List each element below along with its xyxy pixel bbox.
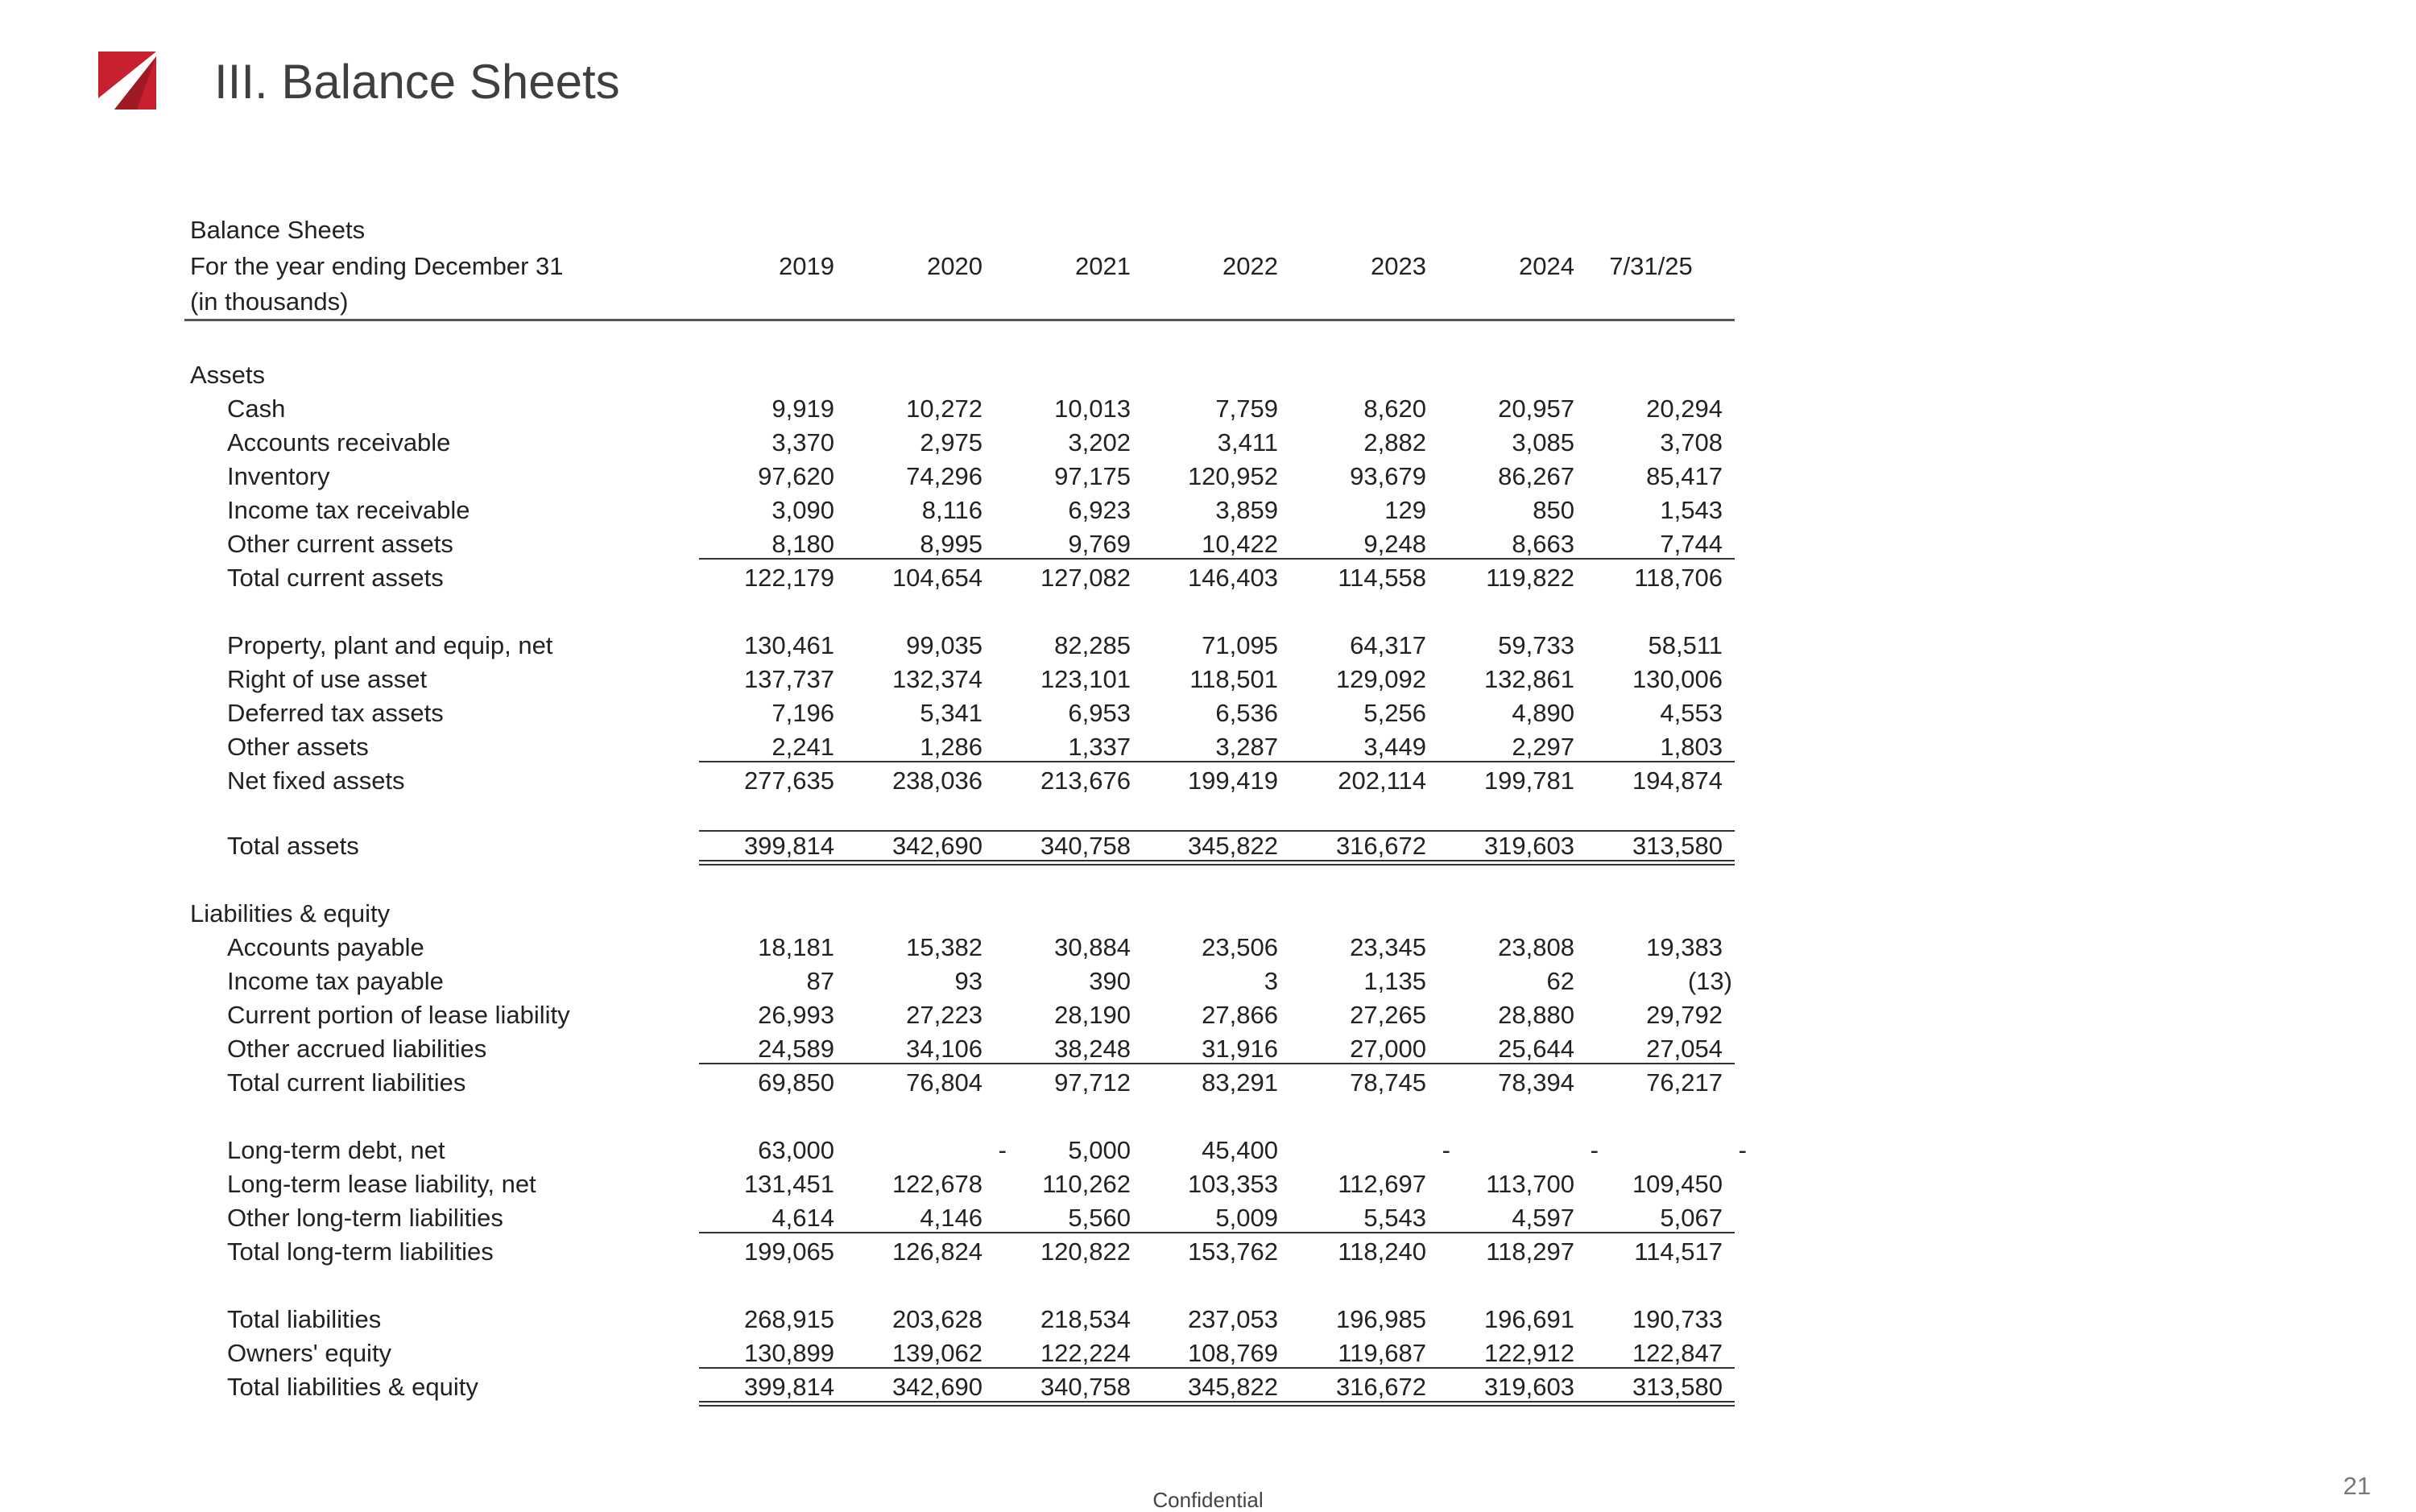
cell: 58,511	[1648, 631, 1723, 659]
subtotal-row	[0, 1235, 2416, 1269]
cell: 97,620	[758, 462, 834, 490]
cell: 103,353	[1187, 1170, 1278, 1198]
year-header-row	[0, 250, 2416, 283]
cell: 93,679	[1350, 462, 1426, 490]
row-label: Other current assets	[227, 530, 453, 558]
cell: 5,000	[1068, 1136, 1131, 1164]
cell: 8,620	[1363, 395, 1426, 423]
cell: 5,256	[1363, 699, 1426, 727]
row-spacer	[0, 798, 2416, 829]
cell: 10,272	[906, 395, 983, 423]
cell: 25,644	[1498, 1035, 1574, 1063]
cell: 4,553	[1660, 699, 1723, 727]
row-label: Property, plant and equip, net	[227, 631, 553, 659]
cell: 87	[806, 967, 834, 995]
table-row	[0, 965, 2416, 998]
cell: 390	[1089, 967, 1131, 995]
cell: 196,691	[1483, 1305, 1574, 1333]
table-row	[0, 426, 2416, 460]
row-label: Accounts payable	[227, 933, 424, 961]
cell: 4,614	[772, 1204, 834, 1232]
row-label: Other assets	[227, 733, 369, 761]
cell: 82,285	[1054, 631, 1131, 659]
cell: 71,095	[1202, 631, 1278, 659]
cell: 118,706	[1634, 564, 1723, 592]
cell: 132,374	[892, 665, 983, 693]
row-label: Total current assets	[227, 564, 444, 592]
cell: 345,822	[1187, 832, 1278, 860]
cell: 4,890	[1512, 699, 1574, 727]
subtotal-row	[0, 561, 2416, 595]
table-row	[0, 527, 2416, 561]
cell: 23,345	[1350, 933, 1426, 961]
cell: 5,067	[1660, 1204, 1723, 1232]
row-label: Assets	[190, 361, 266, 389]
cell: 1,543	[1660, 496, 1723, 524]
subtotal-rule	[699, 1232, 1735, 1233]
total-row	[0, 829, 2416, 863]
cell: 194,874	[1632, 766, 1723, 795]
cell: 4,146	[920, 1204, 983, 1232]
cell: 24,589	[758, 1035, 834, 1063]
cell: 28,880	[1498, 1001, 1574, 1029]
cell: 3	[1264, 967, 1278, 995]
row-label: Total liabilities & equity	[227, 1373, 478, 1401]
cell: 132,861	[1483, 665, 1574, 693]
cell: 108,769	[1187, 1339, 1278, 1367]
cell: 34,106	[906, 1035, 983, 1063]
cell: 127,082	[1040, 564, 1131, 592]
row-label: Right of use asset	[227, 665, 428, 693]
cell: 190,733	[1632, 1305, 1723, 1333]
cell: 123,101	[1040, 665, 1131, 693]
year-header: 2021	[1075, 252, 1131, 280]
cell: 3,202	[1068, 428, 1131, 456]
table-row	[0, 1336, 2416, 1370]
table-row	[0, 1201, 2416, 1235]
cell: 15,382	[906, 933, 983, 961]
cell: 8,663	[1512, 530, 1574, 558]
cell: 20,294	[1646, 395, 1723, 423]
row-label: Long-term lease liability, net	[227, 1170, 536, 1198]
cell: 5,543	[1363, 1204, 1426, 1232]
cell: 213,676	[1040, 766, 1131, 795]
cell: 1,803	[1660, 733, 1723, 761]
row-spacer	[0, 863, 2416, 897]
cell: 316,672	[1335, 832, 1426, 860]
cell: 277,635	[743, 766, 834, 795]
cell: 199,781	[1483, 766, 1574, 795]
cell: (13)	[1687, 967, 1732, 995]
balance-sheet-table	[0, 358, 2416, 1404]
cell: -	[998, 1136, 1007, 1164]
cell: 237,053	[1187, 1305, 1278, 1333]
cell: 319,603	[1483, 1373, 1574, 1401]
cell: 345,822	[1187, 1373, 1278, 1401]
units-label: (in thousands)	[190, 287, 349, 316]
cell: 119,822	[1486, 564, 1574, 592]
cell: 3,859	[1215, 496, 1278, 524]
table-row	[0, 1134, 2416, 1167]
cell: 342,690	[892, 832, 983, 860]
year-header: 2020	[927, 252, 983, 280]
cell: 93	[954, 967, 983, 995]
cell: 3,090	[772, 496, 834, 524]
row-label: Total current liabilities	[227, 1068, 466, 1097]
table-row	[0, 494, 2416, 527]
cell: 196,985	[1335, 1305, 1426, 1333]
cell: 20,957	[1498, 395, 1574, 423]
cell: 19,383	[1646, 933, 1723, 961]
cell: 28,190	[1054, 1001, 1131, 1029]
cell: 5,341	[920, 699, 983, 727]
cell: 23,506	[1202, 933, 1278, 961]
cell: 3,708	[1660, 428, 1723, 456]
cell: 399,814	[743, 1373, 834, 1401]
cell: 130,461	[743, 631, 834, 659]
table-row	[0, 931, 2416, 965]
row-label: Other accrued liabilities	[227, 1035, 487, 1063]
cell: 78,394	[1498, 1068, 1574, 1097]
cell: 313,580	[1632, 832, 1723, 860]
cell: 7,744	[1660, 530, 1723, 558]
header-rule	[184, 319, 1735, 321]
cell: 83,291	[1202, 1068, 1278, 1097]
cell: 119,687	[1338, 1339, 1426, 1367]
row-label: Accounts receivable	[227, 428, 451, 456]
cell: 120,952	[1187, 462, 1278, 490]
table-title: Balance Sheets	[190, 216, 366, 244]
cell: 1,286	[920, 733, 983, 761]
year-header: 7/31/25	[1609, 252, 1693, 280]
cell: 45,400	[1202, 1136, 1278, 1164]
footer-confidential: Confidential	[1152, 1488, 1264, 1512]
cell: 8,180	[772, 530, 834, 558]
cell: 122,179	[743, 564, 834, 592]
cell: 10,422	[1202, 530, 1278, 558]
cell: 76,804	[906, 1068, 983, 1097]
table-row	[0, 1167, 2416, 1201]
cell: 1,337	[1068, 733, 1131, 761]
cell: 146,403	[1187, 564, 1278, 592]
cell: 7,759	[1215, 395, 1278, 423]
year-header: 2019	[779, 252, 834, 280]
cell: 74,296	[906, 462, 983, 490]
row-label: Long-term debt, net	[227, 1136, 445, 1164]
year-header: 2023	[1371, 252, 1426, 280]
cell: 399,814	[743, 832, 834, 860]
cell: 319,603	[1483, 832, 1574, 860]
table-row	[0, 998, 2416, 1032]
cell: 3,411	[1217, 428, 1278, 456]
cell: 139,062	[892, 1339, 983, 1367]
cell: 78,745	[1350, 1068, 1426, 1097]
cell: 120,822	[1040, 1237, 1131, 1266]
table-row	[0, 629, 2416, 663]
table-row	[0, 696, 2416, 730]
cell: 76,217	[1646, 1068, 1723, 1097]
cell: 69,850	[758, 1068, 834, 1097]
cell: 199,419	[1187, 766, 1278, 795]
cell: 30,884	[1054, 933, 1131, 961]
cell: 59,733	[1498, 631, 1574, 659]
cell: 9,248	[1363, 530, 1426, 558]
cell: 112,697	[1338, 1170, 1426, 1198]
cell: 99,035	[906, 631, 983, 659]
cell: 27,265	[1350, 1001, 1426, 1029]
cell: 97,712	[1054, 1068, 1131, 1097]
cell: 110,262	[1042, 1170, 1131, 1198]
table-row	[0, 460, 2416, 494]
cell: 3,287	[1215, 733, 1278, 761]
cell: 8,995	[920, 530, 983, 558]
cell: 2,975	[920, 428, 983, 456]
cell: 10,013	[1054, 395, 1131, 423]
cell: 31,916	[1202, 1035, 1278, 1063]
table-row	[0, 392, 2416, 426]
subtotal-row	[0, 764, 2416, 798]
cell: 2,297	[1512, 733, 1574, 761]
cell: 129	[1384, 496, 1426, 524]
row-label: Income tax receivable	[227, 496, 470, 524]
subtotal-row	[0, 1066, 2416, 1100]
row-label: Liabilities & equity	[190, 899, 391, 927]
row-label: Income tax payable	[227, 967, 444, 995]
cell: 6,923	[1068, 496, 1131, 524]
section-header-assets	[0, 358, 2416, 392]
year-header: 2024	[1519, 252, 1574, 280]
cell: 114,558	[1338, 564, 1426, 592]
cell: 153,762	[1187, 1237, 1278, 1266]
cell: 126,824	[892, 1237, 983, 1266]
cell: 18,181	[758, 933, 834, 961]
cell: 238,036	[892, 766, 983, 795]
cell: 340,758	[1040, 832, 1131, 860]
section-header-liabilities	[0, 897, 2416, 931]
cell: -	[1590, 1136, 1599, 1164]
cell: 63,000	[758, 1136, 834, 1164]
subtotal-rule	[699, 1367, 1735, 1369]
cell: 26,993	[758, 1001, 834, 1029]
cell: 268,915	[743, 1305, 834, 1333]
cell: 118,501	[1189, 665, 1278, 693]
cell: 118,297	[1486, 1237, 1574, 1266]
cell: -	[1738, 1136, 1747, 1164]
cell: 313,580	[1632, 1373, 1723, 1401]
cell: 129,092	[1335, 665, 1426, 693]
cell: 1,135	[1363, 967, 1426, 995]
row-label: Total assets	[227, 832, 359, 860]
row-label: Deferred tax assets	[227, 699, 444, 727]
cell: 122,912	[1483, 1339, 1574, 1367]
row-label: Total liabilities	[227, 1305, 382, 1333]
cell: 6,953	[1068, 699, 1131, 727]
double-rule-top	[699, 860, 1735, 861]
cell: 118,240	[1338, 1237, 1426, 1266]
double-rule-top	[699, 1401, 1735, 1403]
cell: 109,450	[1632, 1170, 1723, 1198]
cell: 38,248	[1054, 1035, 1131, 1063]
cell: 3,449	[1363, 733, 1426, 761]
company-logo	[98, 52, 156, 109]
cell: 86,267	[1498, 462, 1574, 490]
cell: 114,517	[1634, 1237, 1723, 1266]
cell: 29,792	[1646, 1001, 1723, 1029]
cell: 130,899	[743, 1339, 834, 1367]
year-header: 2022	[1222, 252, 1278, 280]
cell: 2,882	[1363, 428, 1426, 456]
cell: 202,114	[1338, 766, 1426, 795]
subtotal-rule	[699, 761, 1735, 762]
cell: -	[1442, 1136, 1450, 1164]
cell: 122,224	[1040, 1339, 1131, 1367]
cell: 4,597	[1512, 1204, 1574, 1232]
cell: 27,866	[1202, 1001, 1278, 1029]
row-label: Current portion of lease liability	[227, 1001, 570, 1029]
period-label: For the year ending December 31	[190, 252, 564, 280]
cell: 7,196	[772, 699, 834, 727]
table-row	[0, 1032, 2416, 1066]
total-row	[0, 1370, 2416, 1404]
cell: 130,006	[1632, 665, 1723, 693]
cell: 122,847	[1632, 1339, 1723, 1367]
row-spacer	[0, 1269, 2416, 1303]
table-row	[0, 663, 2416, 696]
row-label: Total long-term liabilities	[227, 1237, 494, 1266]
subtotal-rule	[699, 558, 1735, 560]
row-spacer	[0, 595, 2416, 629]
cell: 131,451	[743, 1170, 834, 1198]
cell: 199,065	[743, 1237, 834, 1266]
cell: 316,672	[1335, 1373, 1426, 1401]
subtotal-rule	[699, 1063, 1735, 1064]
row-label: Other long-term liabilities	[227, 1204, 503, 1232]
slide-title: III. Balance Sheets	[214, 55, 620, 109]
cell: 5,009	[1215, 1204, 1278, 1232]
row-label: Cash	[227, 395, 286, 423]
cell: 5,560	[1068, 1204, 1131, 1232]
cell: 97,175	[1054, 462, 1131, 490]
cell: 104,654	[892, 564, 983, 592]
page-number: 21	[2343, 1472, 2371, 1500]
cell: 137,737	[743, 665, 834, 693]
cell: 850	[1533, 496, 1574, 524]
cell: 122,678	[892, 1170, 983, 1198]
cell: 62	[1546, 967, 1574, 995]
row-label: Inventory	[227, 462, 330, 490]
cell: 27,223	[906, 1001, 983, 1029]
row-spacer	[0, 1100, 2416, 1134]
cell: 342,690	[892, 1373, 983, 1401]
cell: 9,919	[772, 395, 834, 423]
cell: 113,700	[1486, 1170, 1574, 1198]
double-rule-bottom	[699, 1405, 1735, 1407]
table-row	[0, 730, 2416, 764]
cell: 27,000	[1350, 1035, 1426, 1063]
cell: 23,808	[1498, 933, 1574, 961]
row-label: Net fixed assets	[227, 766, 405, 795]
cell: 3,085	[1512, 428, 1574, 456]
cell: 203,628	[892, 1305, 983, 1333]
cell: 218,534	[1040, 1305, 1131, 1333]
cell: 340,758	[1040, 1373, 1131, 1401]
table-row	[0, 1303, 2416, 1336]
cell: 27,054	[1646, 1035, 1723, 1063]
cell: 9,769	[1068, 530, 1131, 558]
cell: 8,116	[921, 496, 983, 524]
cell: 85,417	[1646, 462, 1723, 490]
cell: 64,317	[1350, 631, 1426, 659]
cell: 6,536	[1215, 699, 1278, 727]
row-label: Owners' equity	[227, 1339, 392, 1367]
cell: 3,370	[772, 428, 834, 456]
cell: 2,241	[772, 733, 834, 761]
